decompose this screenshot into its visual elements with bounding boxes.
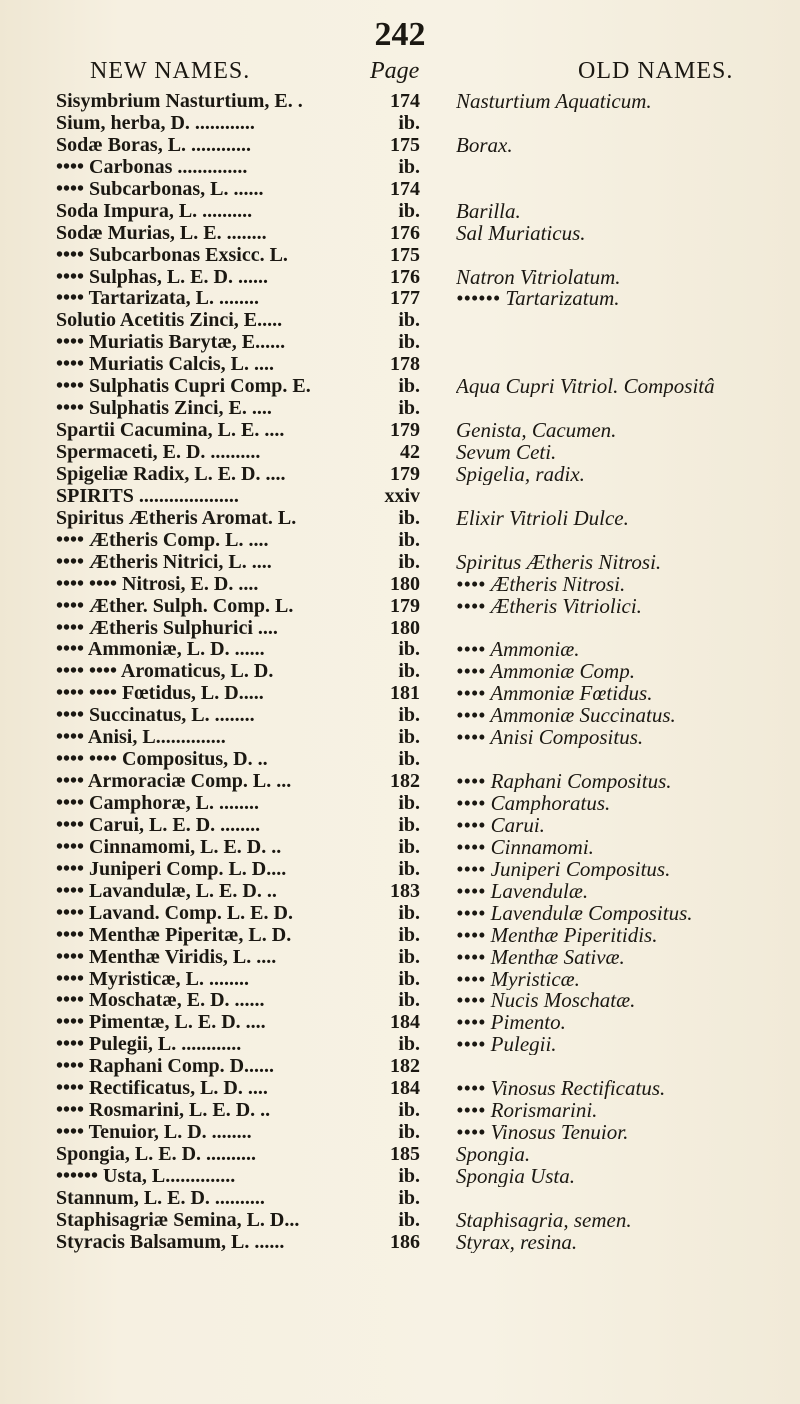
- new-name: •••• Subcarbonas, L. ......: [56, 177, 264, 200]
- new-name: Spermaceti, E. D. ..........: [56, 441, 261, 463]
- table-row: [0, 309, 800, 331]
- new-name: •••• Armoraciæ Comp. L. ...: [56, 770, 292, 793]
- old-name: •••• Ætheris Nitrosi.: [456, 572, 626, 595]
- old-name: Staphisagria, semen.: [456, 1208, 632, 1231]
- page-ref: ib.: [398, 726, 420, 749]
- page-ref: ib.: [398, 704, 420, 727]
- table-row: [0, 617, 800, 639]
- new-name: •••• Lavand. Comp. L. E. D.: [56, 901, 293, 924]
- table-row: [0, 924, 800, 946]
- old-name: •••• Lavendulæ.: [456, 879, 589, 902]
- old-name: •••• Vinosus Tenuior.: [456, 1121, 629, 1144]
- old-name: •••• Camphoratus.: [456, 792, 611, 814]
- new-name: Staphisagriæ Semina, L. D...: [56, 1208, 300, 1231]
- old-name: •••• Pulegii.: [456, 1033, 557, 1056]
- old-name: Spongia Usta.: [456, 1164, 576, 1187]
- new-name: Spiritus Ætheris Aromat. L.: [56, 506, 297, 529]
- page-ref: ib.: [398, 813, 420, 836]
- table-row: [0, 485, 800, 507]
- old-name: •••• Ammoniæ Succinatus.: [456, 704, 676, 727]
- page-ref: 179: [390, 594, 420, 617]
- table-row: [0, 814, 800, 836]
- new-name: Styracis Balsamum, L. ......: [56, 1230, 285, 1253]
- new-name: •••• Pimentæ, L. E. D. ....: [56, 1011, 266, 1034]
- old-name: •••• Lavendulæ Compositus.: [456, 901, 693, 924]
- page-ref: ib.: [398, 375, 420, 398]
- new-name: •••• Ætheris Sulphurici ....: [56, 616, 278, 639]
- new-name: •••• Menthæ Piperitæ, L. D.: [56, 923, 292, 946]
- page-ref: ib.: [398, 857, 420, 880]
- new-name: •••• •••• Fœtidus, L. D.....: [56, 682, 264, 705]
- page-ref: ib.: [398, 923, 420, 946]
- page-ref: 174: [390, 177, 420, 200]
- table-row: [0, 1121, 800, 1143]
- old-name: •••• Ammoniæ Comp.: [456, 660, 635, 683]
- new-name: Spigeliæ Radix, L. E. D. ....: [56, 462, 286, 485]
- page-ref: ib.: [398, 748, 420, 771]
- header-page: Page: [370, 58, 420, 84]
- page-ref: ib.: [398, 528, 420, 551]
- table-row: [0, 419, 800, 441]
- page-ref: ib.: [398, 111, 420, 134]
- page-ref: ib.: [398, 155, 420, 178]
- table-row: [0, 792, 800, 814]
- old-name: Nasturtium Aquaticum.: [456, 90, 652, 112]
- table-row: [0, 770, 800, 792]
- new-name: Spongia, L. E. D. ..........: [56, 1143, 257, 1165]
- table-row: [0, 463, 800, 485]
- page-ref: 184: [390, 1077, 420, 1100]
- old-name: •••• Juniperi Compositus.: [456, 857, 671, 880]
- old-name: •••• Carui.: [456, 813, 545, 836]
- page-ref: ib.: [398, 792, 420, 814]
- new-name: •••• Juniperi Comp. L. D....: [56, 857, 287, 880]
- new-name: •••• Ætheris Nitrici, L. ....: [56, 550, 272, 573]
- old-name: Barilla.: [456, 199, 521, 222]
- old-name: •••• Ammoniæ Fœtidus.: [456, 682, 653, 705]
- new-name: •••• Muriatis Calcis, L. ....: [56, 353, 274, 376]
- old-name: •••• Myristicæ.: [456, 967, 580, 990]
- new-name: •••• Moschatæ, E. D. ......: [56, 989, 265, 1012]
- old-name: Genista, Cacumen.: [456, 419, 617, 442]
- table-row: [0, 331, 800, 353]
- page-ref: ib.: [398, 331, 420, 354]
- page-ref: ib.: [398, 1164, 420, 1187]
- new-name: •••• Sulphatis Cupri Comp. E.: [56, 375, 311, 398]
- page-ref: ib.: [398, 660, 420, 683]
- new-name: Sodæ Boras, L. ............: [56, 133, 252, 156]
- page-ref: ib.: [398, 309, 420, 332]
- page-ref: 183: [390, 879, 420, 902]
- header-new-names: NEW NAMES.: [90, 58, 251, 84]
- page-ref: ib.: [398, 638, 420, 661]
- table-row: [0, 1099, 800, 1121]
- old-name: Spiritus Ætheris Nitrosi.: [456, 550, 662, 573]
- page-ref: 182: [390, 1055, 420, 1078]
- table-row: [0, 1209, 800, 1231]
- old-name: Spigelia, radix.: [456, 462, 585, 485]
- table-row: [0, 989, 800, 1011]
- old-name: •••• Rorismarini.: [456, 1099, 598, 1122]
- table-row: [0, 353, 800, 375]
- page-number: 242: [374, 16, 426, 53]
- new-name: Sisymbrium Nasturtium, E. .: [56, 90, 303, 112]
- table-row: [0, 1011, 800, 1033]
- new-name: SPIRITS ....................: [56, 484, 239, 507]
- new-name: •••• •••• Aromaticus, L. D.: [56, 660, 274, 683]
- page-ref: 186: [390, 1230, 420, 1253]
- old-name: Styrax, resina.: [456, 1230, 578, 1253]
- page-ref: ib.: [398, 989, 420, 1012]
- table-row: [0, 178, 800, 200]
- new-name: •••• Myristicæ, L. ........: [56, 967, 249, 990]
- table-row: [0, 287, 800, 309]
- table-row: [0, 112, 800, 134]
- page-ref: ib.: [398, 1099, 420, 1122]
- table-row: [0, 682, 800, 704]
- name-table: [0, 90, 800, 1253]
- table-row: [0, 638, 800, 660]
- page-ref: ib.: [398, 397, 420, 420]
- table-row: [0, 902, 800, 924]
- page-ref: 174: [390, 90, 420, 112]
- page-ref: ib.: [398, 835, 420, 858]
- table-row: [0, 968, 800, 990]
- old-name: Spongia.: [456, 1143, 531, 1165]
- new-name: •••• Anisi, L..............: [56, 726, 226, 749]
- table-row: [0, 1055, 800, 1077]
- table-row: [0, 90, 800, 112]
- old-name: Elixir Vitrioli Dulce.: [456, 506, 629, 529]
- new-name: •••• Carbonas ..............: [56, 155, 248, 178]
- page-ref: 42: [400, 441, 420, 463]
- new-name: •••• Ammoniæ, L. D. ......: [56, 638, 265, 661]
- table-row: [0, 1077, 800, 1099]
- new-name: •••• Subcarbonas Exsicc. L.: [56, 243, 288, 266]
- page-ref: ib.: [398, 1186, 420, 1209]
- new-name: •••• Tenuior, L. D. ........: [56, 1121, 252, 1144]
- table-row: [0, 551, 800, 573]
- new-name: •••• Tartarizata, L. ........: [56, 287, 259, 310]
- page-ref: 176: [390, 221, 420, 244]
- new-name: Stannum, L. E. D. ..........: [56, 1186, 265, 1209]
- new-name: •••••• Usta, L..............: [56, 1164, 236, 1187]
- new-name: •••• •••• Compositus, D. ..: [56, 748, 268, 771]
- page-ref: 175: [390, 133, 420, 156]
- page-ref: ib.: [398, 901, 420, 924]
- page-ref: 179: [390, 462, 420, 485]
- new-name: •••• Cinnamomi, L. E. D. ..: [56, 835, 282, 858]
- table-row: [0, 507, 800, 529]
- table-row: [0, 1143, 800, 1165]
- page-ref: 180: [390, 572, 420, 595]
- page-ref: ib.: [398, 1208, 420, 1231]
- new-name: •••• Rectificatus, L. D. ....: [56, 1077, 268, 1100]
- new-name: •••• Ætheris Comp. L. ....: [56, 528, 269, 551]
- old-name: Aqua Cupri Vitriol. Compositâ: [456, 375, 715, 398]
- table-row: [0, 836, 800, 858]
- old-name: Sevum Ceti.: [456, 441, 557, 463]
- page-ref: 177: [390, 287, 420, 310]
- table-row: [0, 266, 800, 288]
- old-name: •••• Anisi Compositus.: [456, 726, 644, 749]
- page-ref: ib.: [398, 199, 420, 222]
- table-row: [0, 726, 800, 748]
- new-name: Spartii Cacumina, L. E. ....: [56, 419, 285, 442]
- table-row: [0, 244, 800, 266]
- page-ref: 185: [390, 1143, 420, 1165]
- table-row: [0, 748, 800, 770]
- page-ref: 175: [390, 243, 420, 266]
- old-name: •••• Ammoniæ.: [456, 638, 580, 661]
- page-ref: ib.: [398, 1121, 420, 1144]
- old-name: Natron Vitriolatum.: [456, 265, 621, 288]
- page-ref: ib.: [398, 506, 420, 529]
- old-name: •••• Ætheris Vitriolici.: [456, 594, 642, 617]
- new-name: •••• Æther. Sulph. Comp. L.: [56, 594, 294, 617]
- new-name: •••• Sulphas, L. E. D. ......: [56, 265, 268, 288]
- new-name: •••• Menthæ Viridis, L. ....: [56, 945, 277, 968]
- new-name: Solutio Acetitis Zinci, E.....: [56, 309, 283, 332]
- page-ref: 182: [390, 770, 420, 793]
- page-ref: ib.: [398, 945, 420, 968]
- old-name: Sal Muriaticus.: [456, 221, 586, 244]
- old-name: Borax.: [456, 133, 513, 156]
- new-name: •••• Carui, L. E. D. ........: [56, 813, 261, 836]
- page-ref: 179: [390, 419, 420, 442]
- page-ref: ib.: [398, 1033, 420, 1056]
- table-row: [0, 397, 800, 419]
- table-row: [0, 595, 800, 617]
- table-row: [0, 573, 800, 595]
- page-ref: 176: [390, 265, 420, 288]
- table-row: [0, 222, 800, 244]
- table-row: [0, 660, 800, 682]
- old-name: •••••• Tartarizatum.: [456, 287, 620, 310]
- old-name: •••• Vinosus Rectificatus.: [456, 1077, 666, 1100]
- page-ref: 178: [390, 353, 420, 376]
- table-row: [0, 156, 800, 178]
- table-row: [0, 858, 800, 880]
- new-name: •••• Lavandulæ, L. E. D. ..: [56, 879, 277, 902]
- new-name: •••• Sulphatis Zinci, E. ....: [56, 397, 272, 420]
- table-row: [0, 704, 800, 726]
- table-row: [0, 200, 800, 222]
- table-row: [0, 1231, 800, 1253]
- new-name: •••• Raphani Comp. D......: [56, 1055, 275, 1078]
- old-name: •••• Cinnamomi.: [456, 835, 594, 858]
- page-ref: xxiv: [384, 484, 420, 507]
- new-name: •••• Pulegii, L. ............: [56, 1033, 242, 1056]
- table-row: [0, 441, 800, 463]
- old-name: •••• Raphani Compositus.: [456, 770, 672, 793]
- page-ref: ib.: [398, 967, 420, 990]
- old-name: •••• Pimento.: [456, 1011, 566, 1034]
- new-name: •••• •••• Nitrosi, E. D. ....: [56, 572, 259, 595]
- old-name: •••• Menthæ Piperitidis.: [456, 923, 658, 946]
- new-name: Sium, herba, D. ............: [56, 111, 255, 134]
- old-name: •••• Nucis Moschatæ.: [456, 989, 636, 1012]
- old-name: •••• Menthæ Sativæ.: [456, 945, 625, 968]
- new-name: Soda Impura, L. ..........: [56, 199, 253, 222]
- page-ref: 181: [390, 682, 420, 705]
- table-row: [0, 1033, 800, 1055]
- new-name: •••• Succinatus, L. ........: [56, 704, 255, 727]
- new-name: •••• Camphoræ, L. ........: [56, 792, 260, 814]
- page-ref: 184: [390, 1011, 420, 1034]
- table-row: [0, 375, 800, 397]
- table-row: [0, 1187, 800, 1209]
- page-ref: 180: [390, 616, 420, 639]
- new-name: Sodæ Murias, L. E. ........: [56, 221, 267, 244]
- page-ref: ib.: [398, 550, 420, 573]
- table-row: [0, 529, 800, 551]
- new-name: •••• Rosmarini, L. E. D. ..: [56, 1099, 271, 1122]
- table-row: [0, 946, 800, 968]
- new-name: •••• Muriatis Barytæ, E......: [56, 331, 286, 354]
- table-row: [0, 134, 800, 156]
- table-row: [0, 880, 800, 902]
- header-old-names: OLD NAMES.: [578, 58, 734, 84]
- table-row: [0, 1165, 800, 1187]
